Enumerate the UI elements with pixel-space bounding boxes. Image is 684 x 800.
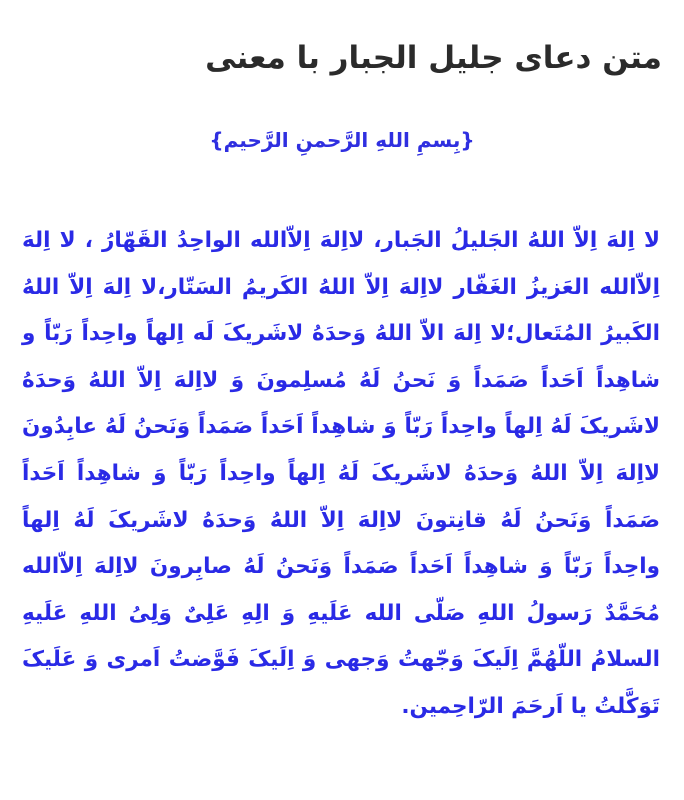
prayer-text: لا اِلهَ اِلاّ اللهُ الجَلیلُ الجَبار، لااِلهَ اِلاّالله الواحِدُ القَهّارُ ، لا اِلهَ اِلاّالله العَزیزُ الغَفّار لااِلهَ اِلاّ اللهُ الکَریمُ السَتّار،لا اِلهَ اِلاّ اللهُ الکَبیرُ المُتَعال؛لا اِلهَ الاّ اللهُ وَحدَهُ لاشَریکَ لَه اِلهاً واحِداً رَبّاً و شاهِداً اَحَداً صَمَداً وَ نَحنُ لَهُ مُسلِمونَ وَ لااِلهَ اِلاّ اللهُ وَحدَهُ لاشَریکَ لَهُ اِلهاً واحِداً رَبّاً وَ شاهِداً اَحَداً صَمَداً وَنَحنُ لَهُ عابِدُونَ لااِلهَ اِلاّ اللهُ وَحدَهُ لاشَریکَ لَهُ اِلهاً واحِداً رَبّاً وَ شاهِداً اَحَداً صَمَداً وَنَحنُ لَهُ قانِتونَ لااِلهَ اِلاّ اللهُ وَحدَهُ لاشَریکَ لَهُ اِلهاً واحِداً رَبّاً وَ شاهِداً اَحَداً صَمَداً وَنَحنُ لَهُ صابِرونَ لااِلهَ اِلاّالله مُحَمَّدٌ رَسولُ اللهِ صَلّی الله عَلَیهِ وَ الِهِ عَلِیٌ وَلِیُ اللهِ عَلَیهِ السلامُ اللّهُمَّ اِلَیکَ وَجّهتُ وَجهی وَ اِلَیکَ فَوَّضتُ اَمری وَ عَلَیکَ تَوَکَّلتُ یا اَرحَمَ الرّاحِمین. [22,228,660,719]
page-title: متن دعای جلیل الجبار با معنی [205,40,662,76]
basmala-heading: {بِسمِ اللهِ الرَّحمنِ الرَّحیم} [209,128,475,152]
